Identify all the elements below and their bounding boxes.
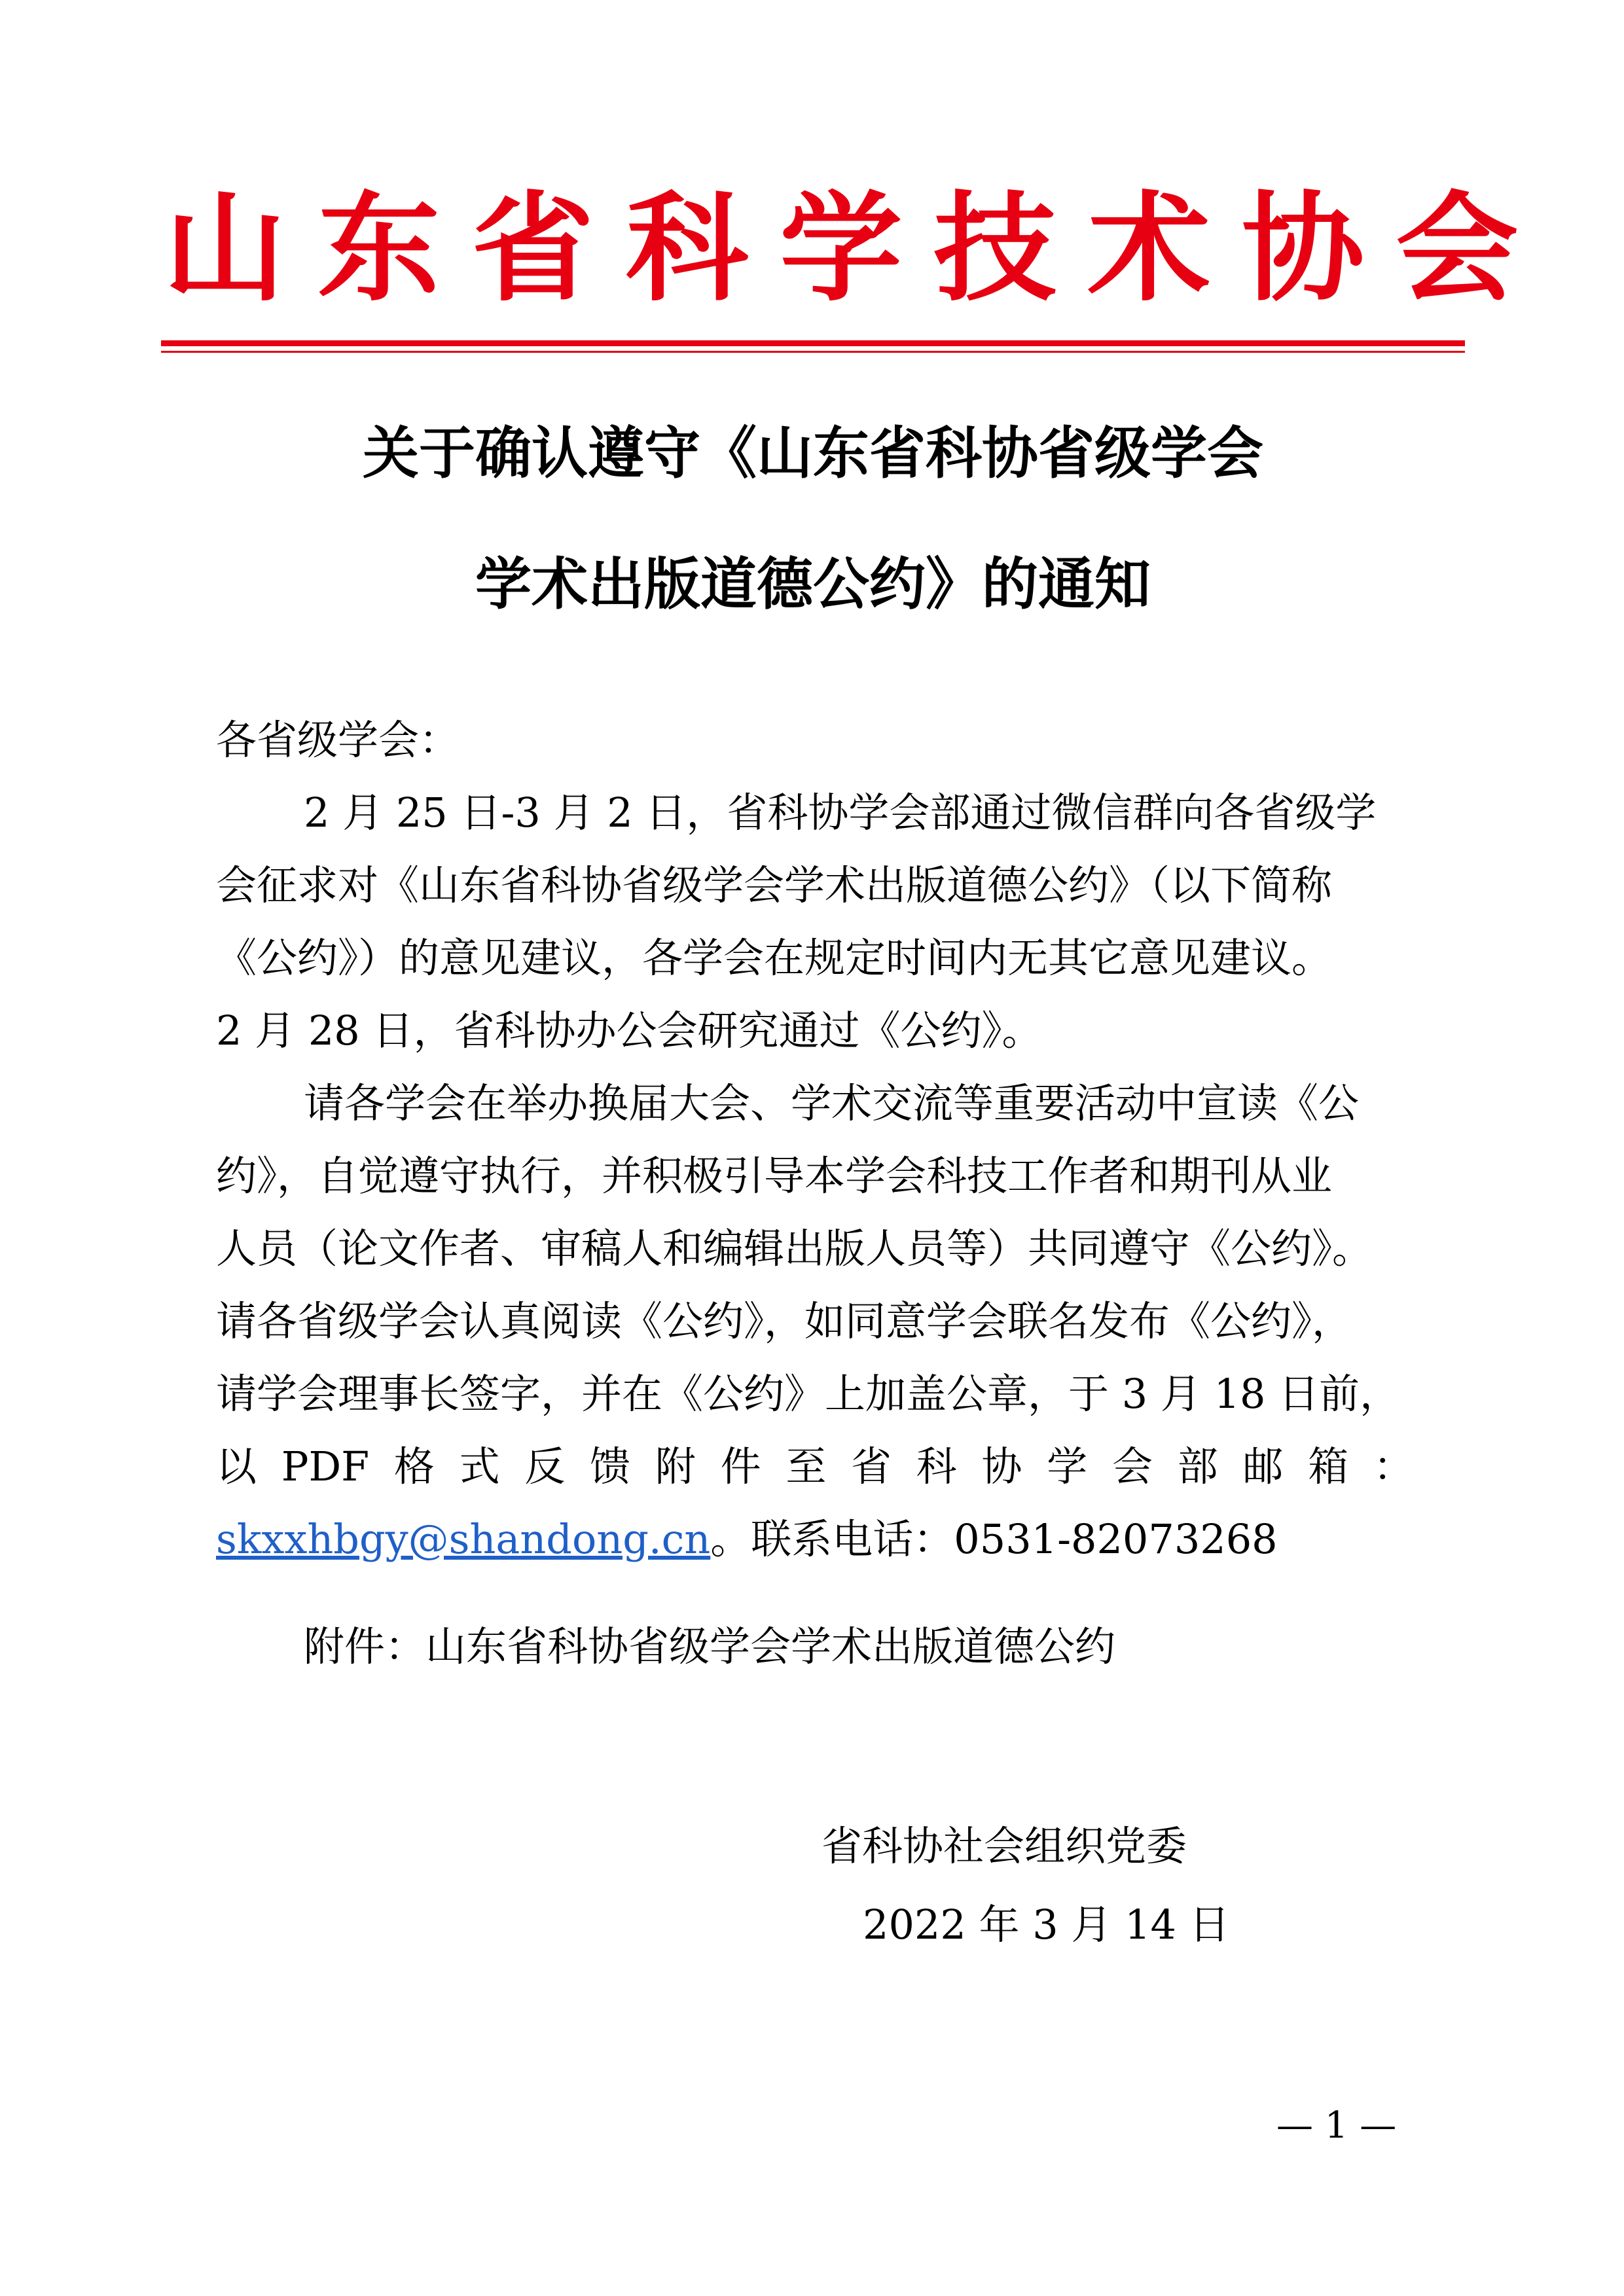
justified-word: 反 [524, 1443, 566, 1490]
justified-word: ： [1373, 1443, 1414, 1490]
paragraph-1-line: 2 月 25 日-3 月 2 日，省科协学会部通过微信群向各省级学 [304, 789, 1377, 836]
document-body [216, 704, 1414, 1575]
justified-word: 省 [851, 1443, 892, 1490]
justified-word: 以 [216, 1443, 257, 1490]
paragraph-2-line: 请各省级学会认真阅读《公约》，如同意学会联名发布《公约》， [216, 1297, 1353, 1345]
contact-phone-text: 。联系电话：0531-82073268 [710, 1515, 1278, 1563]
paragraph-2-line: 请各学会在举办换届大会、学术交流等重要活动中宣读《公 [304, 1079, 1360, 1127]
letterhead-char: 技 [933, 179, 1056, 317]
letterhead-char: 省 [471, 179, 594, 317]
paragraph-2-line-contact [216, 1503, 1414, 1575]
letterhead-char: 学 [780, 179, 903, 317]
email-link[interactable]: skxxhbgy@shandong.cn [216, 1515, 711, 1563]
letterhead-rule-thin [161, 351, 1465, 353]
justified-word: 部 [1177, 1443, 1218, 1490]
justified-word: 箱 [1308, 1443, 1349, 1490]
paragraph-1-line: 会征求对《山东省科协省级学会学术出版道德公约》（以下简称 [216, 861, 1333, 909]
attachment-note: 附件：山东省科协省级学会学术出版道德公约 [304, 1623, 1116, 1670]
letterhead-title [164, 164, 1519, 334]
document-title-line-2: 学术出版道德公约》的通知 [475, 551, 1151, 617]
justified-word: 邮 [1242, 1443, 1284, 1490]
letterhead-char: 协 [1241, 179, 1365, 317]
justified-word: 件 [720, 1443, 761, 1490]
paragraph-2-line: 约》，自觉遵守执行，并积极引导本学会科技工作者和期刊从业 [216, 1152, 1333, 1200]
justified-word: PDF [281, 1443, 370, 1490]
letterhead-char: 山 [164, 179, 287, 317]
paragraph-1-line: 《公约》）的意见建议，各学会在规定时间内无其它意见建议。 [216, 934, 1333, 982]
justified-word: 附 [655, 1443, 696, 1490]
paragraph-2-line: 请学会理事长签字，并在《公约》上加盖公章，于 3 月 18 日前， [216, 1370, 1401, 1418]
paragraph-2-justified-line [216, 1430, 1414, 1503]
letterhead-char: 术 [1087, 179, 1210, 317]
paragraph-1-line: 2 月 28 日，省科协办公会研究通过《公约》。 [216, 1007, 1043, 1054]
signature-date: 2022 年 3 月 14 日 [863, 1901, 1230, 1948]
salutation: 各省级学会： [216, 716, 460, 764]
letterhead-rule-thick [161, 340, 1465, 346]
justified-word: 格 [393, 1443, 435, 1490]
letterhead-char: 会 [1396, 179, 1519, 317]
justified-word: 馈 [590, 1443, 631, 1490]
justified-word: 至 [785, 1443, 827, 1490]
letterhead-char: 科 [625, 179, 749, 317]
justified-word: 会 [1111, 1443, 1153, 1490]
paragraph-2-line: 人员（论文作者、审稿人和编辑出版人员等）共同遵守《公约》。 [216, 1225, 1373, 1272]
signature-organization: 省科协社会组织党委 [821, 1822, 1187, 1870]
page-number: — 1 — [1276, 2104, 1397, 2147]
justified-word: 科 [916, 1443, 957, 1490]
justified-word: 学 [1047, 1443, 1088, 1490]
justified-word: 式 [459, 1443, 500, 1490]
document-title-line-1: 关于确认遵守《山东省科协省级学会 [363, 420, 1263, 486]
justified-word: 协 [981, 1443, 1022, 1490]
letterhead-char: 东 [317, 179, 441, 317]
